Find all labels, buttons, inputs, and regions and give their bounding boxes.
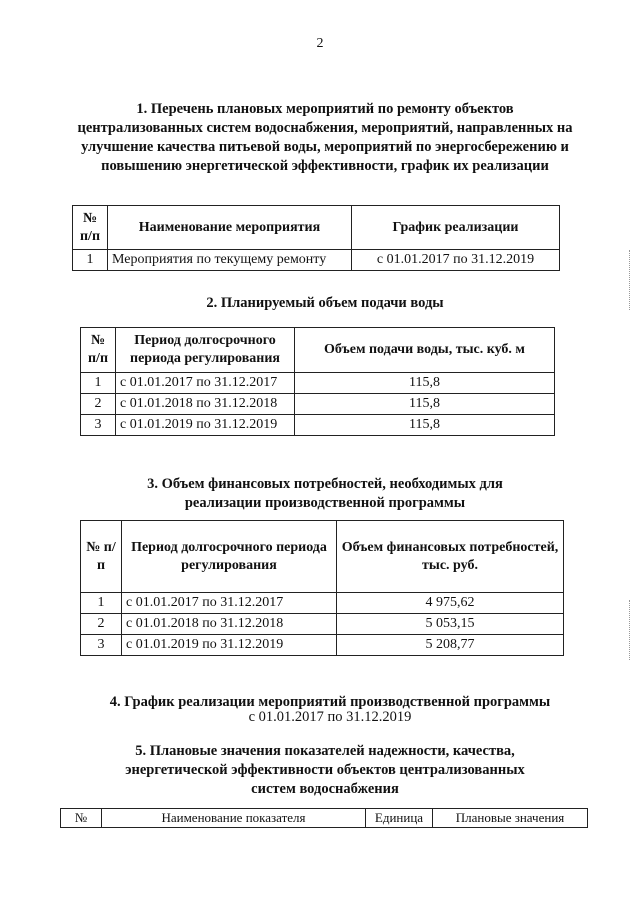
table-row: [81, 415, 555, 436]
section1-table: [72, 205, 560, 271]
cell-activity: Мероприятия по текущему ремонту: [108, 250, 352, 271]
table-row: [81, 373, 555, 394]
table-header-row: [81, 328, 555, 373]
table-header-row: [81, 521, 564, 593]
cell-period: с 01.01.2017 по 31.12.2017: [116, 373, 295, 394]
cell-period: с 01.01.2019 по 31.12.2019: [116, 415, 295, 436]
section1-title: [40, 100, 610, 176]
col-header-number: № п/п: [81, 521, 122, 593]
section3-title-line: реализации производственной программы: [184, 495, 466, 511]
table-row: [73, 250, 560, 271]
col-header-period: Период долгосрочного периода регулирования: [122, 521, 337, 593]
col-header-period: Период долгосрочного периода регулирования: [116, 328, 295, 373]
section1-title-line: 1. Перечень плановых мероприятий по ремонту объектов: [136, 101, 514, 117]
col-header-schedule: График реализации: [352, 206, 560, 250]
section5-title-line: энергетической эффективности объектов централизованных: [125, 762, 525, 778]
section1-title-line: повышению энергетической эффективности, график их реализации: [101, 158, 549, 174]
table-row: [81, 614, 564, 635]
cell-volume: 115,8: [295, 415, 555, 436]
cell-number: 2: [81, 614, 122, 635]
section5-title-line: систем водоснабжения: [251, 781, 399, 797]
cell-number: 3: [81, 635, 122, 656]
cell-finance: 5 053,15: [337, 614, 564, 635]
cell-period: с 01.01.2019 по 31.12.2019: [122, 635, 337, 656]
section4-period: с 01.01.2017 по 31.12.2019: [248, 709, 412, 725]
cell-number: 1: [73, 250, 108, 271]
cell-volume: 115,8: [295, 394, 555, 415]
table-row: [81, 635, 564, 656]
cell-number: 1: [81, 593, 122, 614]
cell-number: 2: [81, 394, 116, 415]
table-header-row: [73, 206, 560, 250]
col-header-activity: Наименование мероприятия: [108, 206, 352, 250]
col-header-volume: Объем подачи воды, тыс. куб. м: [295, 328, 555, 373]
cell-schedule: с 01.01.2017 по 31.12.2019: [352, 250, 560, 271]
scan-edge-mark: [629, 600, 632, 660]
section5-table: [60, 808, 588, 828]
page-number: 2: [316, 36, 324, 51]
section1-title-line: централизованных систем водоснабжения, мероприятий, направленных на: [77, 120, 573, 136]
section5-title: [40, 742, 610, 799]
section5-title-line: 5. Плановые значения показателей надежности, качества,: [135, 743, 515, 759]
section2-table: [80, 327, 555, 436]
col-header-number: № п/п: [81, 328, 116, 373]
section3-title: [40, 475, 610, 513]
col-header-finance: Объем финансовых потребностей, тыс. руб.: [337, 521, 564, 593]
section3-title-line: 3. Объем финансовых потребностей, необходимых для: [147, 476, 503, 492]
section4-title: 4. График реализации мероприятий производственной программы: [109, 694, 551, 710]
section2-title: 2. Планируемый объем подачи воды: [206, 295, 444, 311]
table-row: [81, 593, 564, 614]
cell-period: с 01.01.2018 по 31.12.2018: [116, 394, 295, 415]
col-header-unit: Единица: [366, 809, 433, 828]
section1-title-line: улучшение качества питьевой воды, мероприятий по энергосбережению и: [81, 139, 569, 155]
cell-volume: 115,8: [295, 373, 555, 394]
cell-period: с 01.01.2017 по 31.12.2017: [122, 593, 337, 614]
cell-period: с 01.01.2018 по 31.12.2018: [122, 614, 337, 635]
section3-table: [80, 520, 564, 656]
scan-edge-mark: [629, 250, 632, 310]
col-header-number: №: [61, 809, 102, 828]
cell-finance: 5 208,77: [337, 635, 564, 656]
col-header-indicator: Наименование показателя: [102, 809, 366, 828]
col-header-number: № п/п: [73, 206, 108, 250]
cell-number: 3: [81, 415, 116, 436]
cell-number: 1: [81, 373, 116, 394]
cell-finance: 4 975,62: [337, 593, 564, 614]
table-row: [81, 394, 555, 415]
col-header-planned-values: Плановые значения: [433, 809, 588, 828]
table-header-row: [61, 809, 588, 828]
